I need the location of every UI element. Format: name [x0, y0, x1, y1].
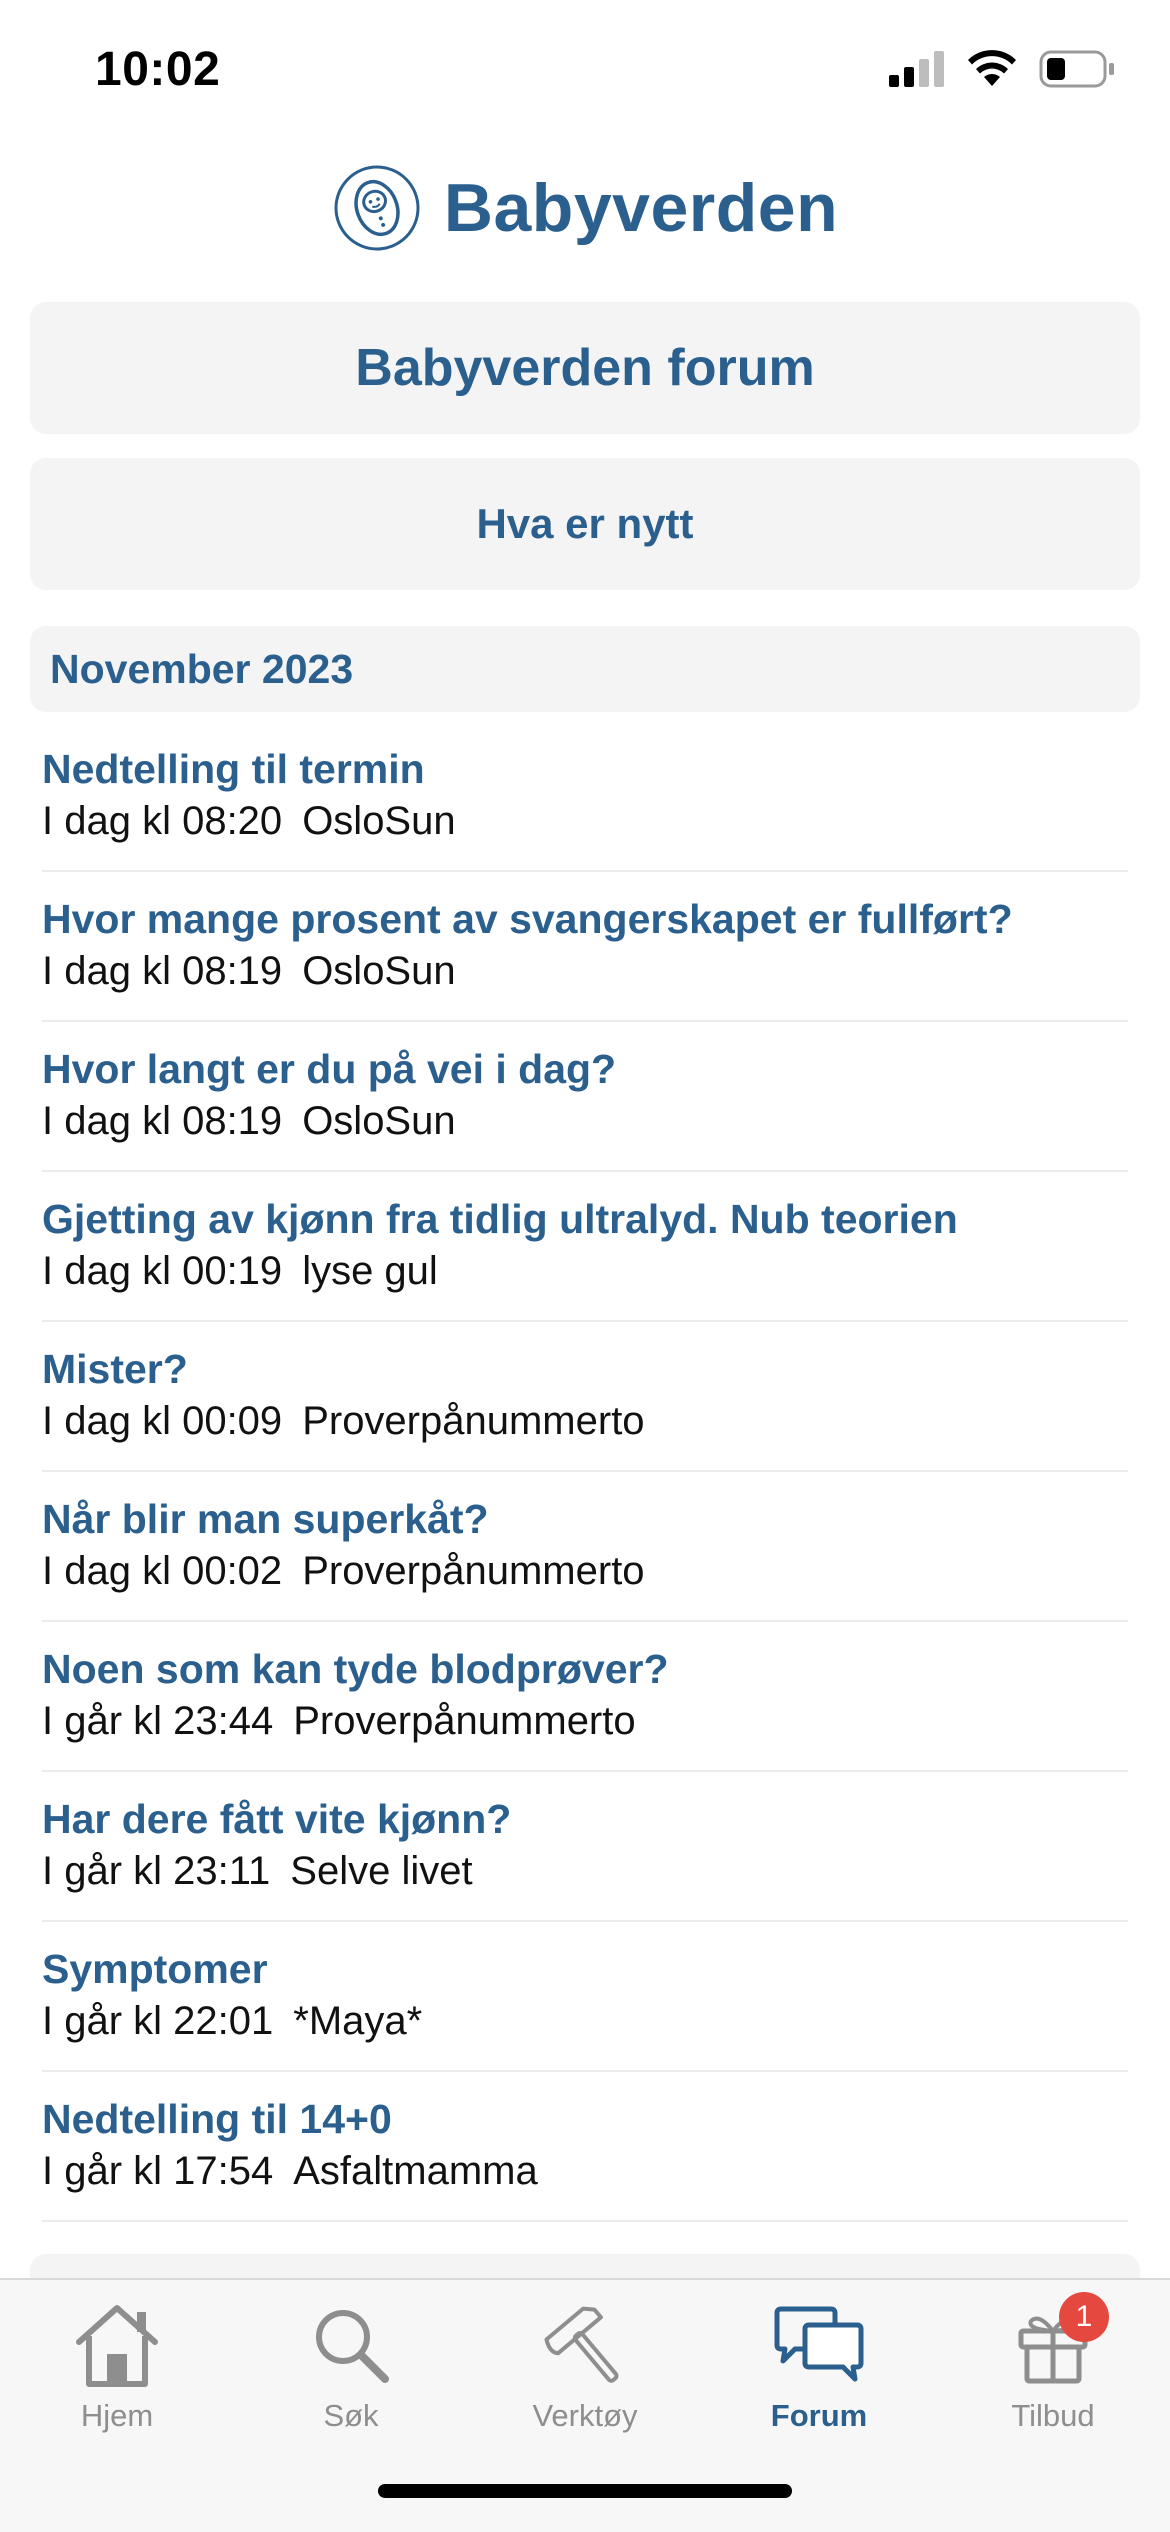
thread-item[interactable]: [42, 1322, 1128, 1472]
forum-title-card[interactable]: [30, 302, 1140, 434]
thread-item[interactable]: [42, 722, 1128, 872]
tab-home[interactable]: [0, 2280, 234, 2450]
status-bar: [0, 0, 1170, 140]
battery-icon: [1039, 50, 1115, 88]
thread-time: I dag kl 00:02: [42, 1549, 283, 1593]
tab-forum-label: Forum: [770, 2398, 868, 2433]
month-section-header: [30, 626, 1140, 712]
thread-title[interactable]: Hvor langt er du på vei i dag?: [42, 1046, 617, 1092]
thread-time: I dag kl 08:19: [42, 949, 283, 993]
thread-item[interactable]: [42, 1472, 1128, 1622]
thread-author: Proverpånummerto: [302, 1549, 645, 1593]
thread-author: *Maya*: [293, 1999, 423, 2043]
thread-title[interactable]: Gjetting av kjønn fra tidlig ultralyd. Nub teorien: [42, 1196, 958, 1242]
tab-tools-label: Verktøy: [532, 2398, 638, 2433]
thread-author: lyse gul: [302, 1249, 438, 1293]
thread-title[interactable]: Noen som kan tyde blodprøver?: [42, 1646, 669, 1692]
thread-time: I går kl 22:01: [42, 1999, 274, 2043]
thread-author: Selve livet: [290, 1849, 473, 1893]
thread-time: I går kl 23:11: [42, 1849, 271, 1893]
thread-title[interactable]: Nedtelling til 14+0: [42, 2096, 392, 2142]
thread-title[interactable]: Mister?: [42, 1346, 188, 1392]
thread-time: I dag kl 08:20: [42, 799, 283, 843]
home-indicator: [378, 2484, 792, 2498]
thread-meta: [42, 1846, 1128, 1896]
thread-meta: [42, 1546, 1128, 1596]
chat-bubbles-icon: [769, 2300, 869, 2390]
thread-item[interactable]: [42, 872, 1128, 1022]
thread-author: Asfaltmamma: [293, 2149, 538, 2193]
thread-item[interactable]: [42, 1022, 1128, 1172]
thread-list: [42, 722, 1128, 2222]
thread-title[interactable]: Symptomer: [42, 1946, 268, 1992]
tab-offers[interactable]: [936, 2280, 1170, 2450]
thread-meta: [42, 946, 1128, 996]
thread-meta: [42, 2146, 1128, 2196]
status-icons: [889, 50, 1115, 88]
forum-title: Babyverden forum: [355, 339, 815, 397]
thread-title[interactable]: Når blir man superkåt?: [42, 1496, 489, 1542]
house-icon: [67, 2300, 167, 2390]
thread-item[interactable]: [42, 1622, 1128, 1772]
thread-item[interactable]: [42, 1172, 1128, 1322]
thread-author: Proverpånummerto: [293, 1699, 636, 1743]
thread-title[interactable]: Hvor mange prosent av svangerskapet er fullført?: [42, 896, 1013, 942]
month-label: November 2023: [50, 645, 354, 692]
thread-author: OsloSun: [302, 799, 456, 843]
thread-meta: [42, 1096, 1128, 1146]
tab-tools[interactable]: [468, 2280, 702, 2450]
thread-title[interactable]: Nedtelling til termin: [42, 746, 425, 792]
cellular-signal-icon: [889, 51, 945, 87]
magnifier-icon: [301, 2300, 401, 2390]
whats-new-button[interactable]: [30, 458, 1140, 590]
tab-home-label: Hjem: [80, 2398, 154, 2433]
status-time: 10:02: [95, 43, 221, 96]
tab-offers-label: Tilbud: [1011, 2398, 1095, 2433]
thread-time: I dag kl 00:09: [42, 1399, 283, 1443]
thread-time: I går kl 17:54: [42, 2149, 274, 2193]
tab-search[interactable]: [234, 2280, 468, 2450]
gift-icon: [1003, 2300, 1103, 2390]
thread-meta: [42, 796, 1128, 846]
thread-meta: [42, 1396, 1128, 1446]
app-header: [0, 150, 1170, 265]
notification-badge: 1: [1059, 2292, 1109, 2342]
tab-search-label: Søk: [323, 2398, 379, 2433]
app-title: Babyverden: [443, 169, 839, 246]
thread-author: OsloSun: [302, 949, 456, 993]
thread-item[interactable]: [42, 2072, 1128, 2222]
thread-meta: [42, 1996, 1128, 2046]
tab-forum[interactable]: [702, 2280, 936, 2450]
thread-time: I dag kl 00:19: [42, 1249, 283, 1293]
thread-meta: [42, 1696, 1128, 1746]
thread-author: OsloSun: [302, 1099, 456, 1143]
thread-title[interactable]: Har dere fått vite kjønn?: [42, 1796, 512, 1842]
thread-time: I går kl 23:44: [42, 1699, 274, 1743]
thread-item[interactable]: [42, 1772, 1128, 1922]
thread-author: Proverpånummerto: [302, 1399, 645, 1443]
whats-new-label: Hva er nytt: [476, 500, 694, 547]
thread-time: I dag kl 08:19: [42, 1099, 283, 1143]
wifi-icon: [967, 50, 1017, 88]
hammer-icon: [535, 2300, 635, 2390]
baby-face-icon: [332, 163, 422, 253]
thread-meta: [42, 1246, 1128, 1296]
thread-item[interactable]: [42, 1922, 1128, 2072]
